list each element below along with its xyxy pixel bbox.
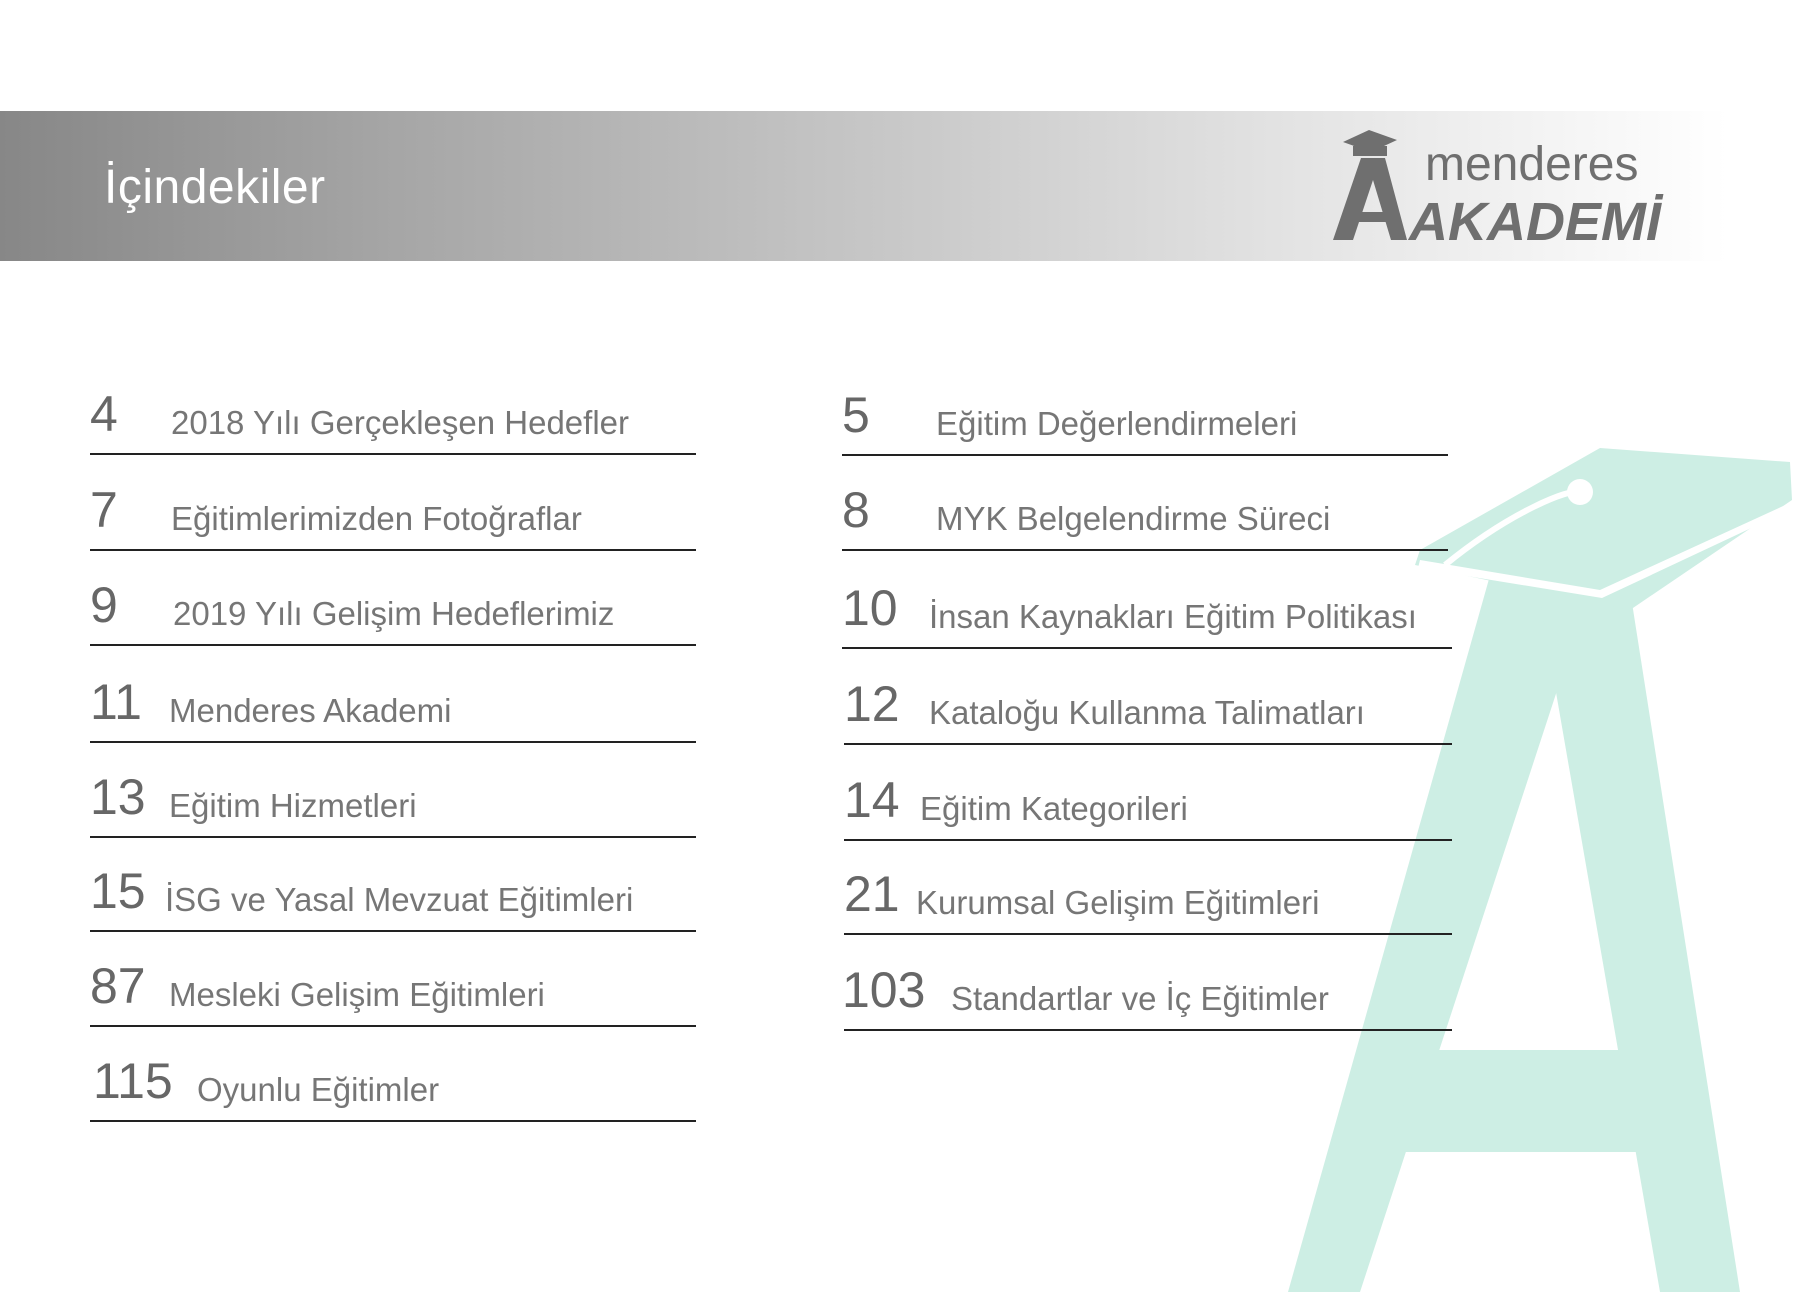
toc-item[interactable] xyxy=(90,663,696,743)
toc-item[interactable] xyxy=(90,758,696,838)
toc-page-number: 4 xyxy=(90,386,118,442)
toc-item[interactable] xyxy=(90,471,696,551)
toc-underline xyxy=(90,1120,696,1122)
toc-title: İnsan Kaynakları Eğitim Politikası xyxy=(929,598,1417,635)
toc-page-number: 15 xyxy=(90,863,146,919)
toc-underline xyxy=(90,930,696,932)
toc-item[interactable] xyxy=(842,569,1452,649)
logo-top-text: menderes xyxy=(1425,138,1639,191)
toc-page-number: 115 xyxy=(93,1053,173,1109)
toc-page-number: 5 xyxy=(842,387,870,443)
toc-title: Eğitimlerimizden Fotoğraflar xyxy=(171,500,582,537)
toc-item[interactable] xyxy=(90,375,696,455)
toc-page-number: 103 xyxy=(842,962,926,1018)
toc-underline xyxy=(844,933,1452,935)
toc-item[interactable] xyxy=(90,947,696,1027)
toc-item[interactable] xyxy=(90,852,696,932)
toc-page-number: 7 xyxy=(90,482,118,538)
toc-title: Oyunlu Eğitimler xyxy=(197,1071,440,1108)
toc-underline xyxy=(90,836,696,838)
toc-title: Kurumsal Gelişim Eğitimleri xyxy=(916,884,1320,921)
toc-item[interactable] xyxy=(844,855,1452,935)
toc-page-number: 13 xyxy=(90,769,146,825)
toc-underline xyxy=(844,743,1452,745)
toc-item[interactable] xyxy=(842,376,1448,456)
toc-title: 2019 Yılı Gelişim Hedeflerimiz xyxy=(173,595,615,632)
toc-underline xyxy=(842,647,1452,649)
toc-item[interactable] xyxy=(844,951,1452,1031)
toc-title: Eğitim Hizmetleri xyxy=(169,787,417,824)
toc-underline xyxy=(90,549,696,551)
toc-underline xyxy=(90,453,696,455)
toc-page-number: 8 xyxy=(842,482,870,538)
toc-page-number: 14 xyxy=(844,772,900,828)
logo-bottom-text: AKADEMİ xyxy=(1409,192,1661,252)
toc-item[interactable] xyxy=(844,665,1452,745)
page-title: İçindekiler xyxy=(104,161,326,214)
toc-title: MYK Belgelendirme Süreci xyxy=(936,500,1331,537)
toc-title: Menderes Akademi xyxy=(169,692,452,729)
toc-title: Mesleki Gelişim Eğitimleri xyxy=(169,976,545,1013)
toc-item[interactable] xyxy=(844,761,1452,841)
toc-page-number: 21 xyxy=(844,866,900,922)
toc-page-number: 87 xyxy=(90,958,146,1014)
toc-underline xyxy=(90,741,696,743)
toc-underline xyxy=(842,454,1448,456)
toc-underline xyxy=(844,839,1452,841)
toc-underline xyxy=(90,1025,696,1027)
toc-underline xyxy=(844,1029,1452,1031)
toc-title: Eğitim Kategorileri xyxy=(920,790,1188,827)
toc-item[interactable] xyxy=(842,471,1448,551)
toc-underline xyxy=(90,644,696,646)
toc-underline xyxy=(842,549,1448,551)
toc-title: İSG ve Yasal Mevzuat Eğitimleri xyxy=(165,881,634,918)
toc-title: Standartlar ve İç Eğitimler xyxy=(951,980,1329,1017)
toc-item[interactable] xyxy=(90,1042,696,1122)
toc-item[interactable] xyxy=(90,566,696,646)
toc-page-number: 11 xyxy=(90,674,142,730)
toc-page-number: 10 xyxy=(842,580,898,636)
toc-page-number: 12 xyxy=(844,676,900,732)
toc-page-number: 9 xyxy=(90,577,118,633)
toc-title: Kataloğu Kullanma Talimatları xyxy=(929,694,1365,731)
menderes-akademi-logo xyxy=(1325,122,1675,252)
toc-title: Eğitim Değerlendirmeleri xyxy=(936,405,1298,442)
toc-title: 2018 Yılı Gerçekleşen Hedefler xyxy=(171,404,629,441)
